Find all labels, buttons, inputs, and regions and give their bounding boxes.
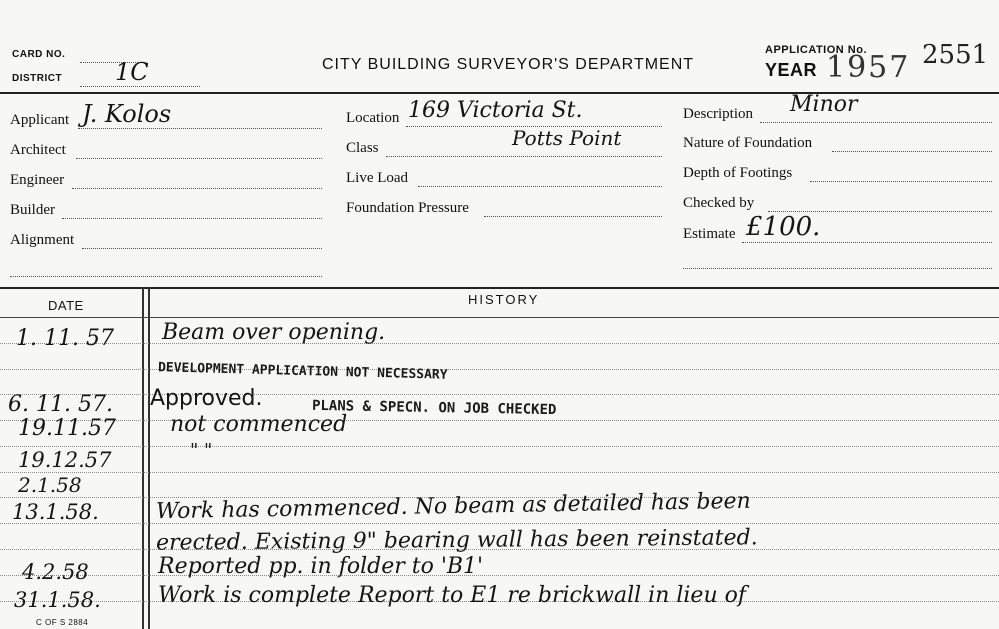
location-label: Location <box>346 110 400 126</box>
row-entry: Beam over opening. <box>162 320 386 345</box>
table-header-divider <box>0 317 999 318</box>
row-date: 19.12.57 <box>18 448 112 472</box>
engineer-line <box>72 188 322 189</box>
row-entry: Work is complete Report to E1 re brickwall in lieu of <box>158 583 747 608</box>
application-number: 2551 <box>922 40 989 70</box>
class-label: Class <box>346 140 379 156</box>
checked-by-label: Checked by <box>683 195 755 211</box>
year-label: YEAR <box>765 60 818 80</box>
history-header: HISTORY <box>468 292 540 307</box>
table-rule <box>0 472 999 473</box>
builder-line <box>62 218 322 219</box>
row-entry: Reported pp. in folder to 'B1' <box>158 554 484 579</box>
table-rule <box>0 523 999 524</box>
location-value: 169 Victoria St. <box>408 98 583 123</box>
table-rule <box>0 446 999 447</box>
district-label: DISTRICT <box>12 73 63 84</box>
table-rule <box>0 343 999 344</box>
class-line <box>386 156 662 157</box>
application-no-label: APPLICATION No. <box>765 44 868 56</box>
card-no-label: CARD NO. <box>12 49 66 60</box>
engineer-label: Engineer <box>10 172 65 188</box>
row-date: 2.1.58 <box>18 473 82 497</box>
form-code: C OF S 2884 <box>36 618 89 627</box>
row-date: 6. 11. 57. <box>8 392 113 417</box>
live-load-label: Live Load <box>346 170 409 186</box>
row-entry: " " <box>190 440 213 461</box>
architect-label: Architect <box>10 142 66 158</box>
estimate-value: £100. <box>746 212 821 242</box>
foundation-pressure-label: Foundation Pressure <box>346 200 469 216</box>
row-entry: not commenced <box>170 412 348 437</box>
table-top-border <box>0 287 999 289</box>
right-extra-line <box>683 268 992 269</box>
date-header: DATE <box>48 298 84 313</box>
row-date: 1. 11. 57 <box>16 326 114 351</box>
estimate-label: Estimate <box>683 226 736 242</box>
department-title: CITY BUILDING SURVEYOR'S DEPARTMENT <box>322 56 695 73</box>
table-rule <box>0 420 999 421</box>
nature-of-foundation-line <box>832 151 992 152</box>
description-label: Description <box>683 106 753 122</box>
year-value: 1957 <box>826 50 911 85</box>
plans-checked-stamp: PLANS & SPECN. ON JOB CHECKED <box>311 397 557 419</box>
estimate-line <box>742 242 992 243</box>
date-column-divider-2 <box>148 287 150 629</box>
row-entry: erected. Existing 9" bearing wall has been reinstated. <box>155 525 758 556</box>
development-stamp: DEVELOPMENT APPLICATION NOT NECESSARY <box>157 360 448 383</box>
depth-of-footings-line <box>810 181 992 182</box>
alignment-line <box>82 248 322 249</box>
foundation-pressure-line <box>484 216 662 217</box>
row-date: 31.1.58. <box>14 588 101 612</box>
district-line <box>80 86 200 87</box>
nature-of-foundation-label: Nature of Foundation <box>683 135 813 151</box>
table-rule <box>0 575 999 576</box>
alignment-label: Alignment <box>10 232 75 248</box>
alignment-line-2 <box>10 276 322 277</box>
description-value: Minor <box>790 92 858 117</box>
row-date: 19.11.57 <box>18 416 116 441</box>
applicant-label: Applicant <box>10 112 70 128</box>
date-column-divider <box>142 287 144 629</box>
depth-of-footings-label: Depth of Footings <box>683 165 793 181</box>
applicant-value: J. Kolos <box>82 100 172 128</box>
district-value: 1C <box>115 58 149 86</box>
live-load-line <box>418 186 662 187</box>
applicant-line <box>78 128 322 129</box>
description-line <box>760 122 992 123</box>
row-date: 4.2.58 <box>22 560 89 584</box>
row-entry: Work has commenced. No beam as detailed has been <box>155 488 751 525</box>
class-value: Potts Point <box>512 126 622 150</box>
row-entry: Approved. <box>150 386 263 411</box>
architect-line <box>76 158 322 159</box>
table-rule <box>0 369 999 370</box>
builder-label: Builder <box>10 202 55 218</box>
row-date: 13.1.58. <box>12 500 99 524</box>
